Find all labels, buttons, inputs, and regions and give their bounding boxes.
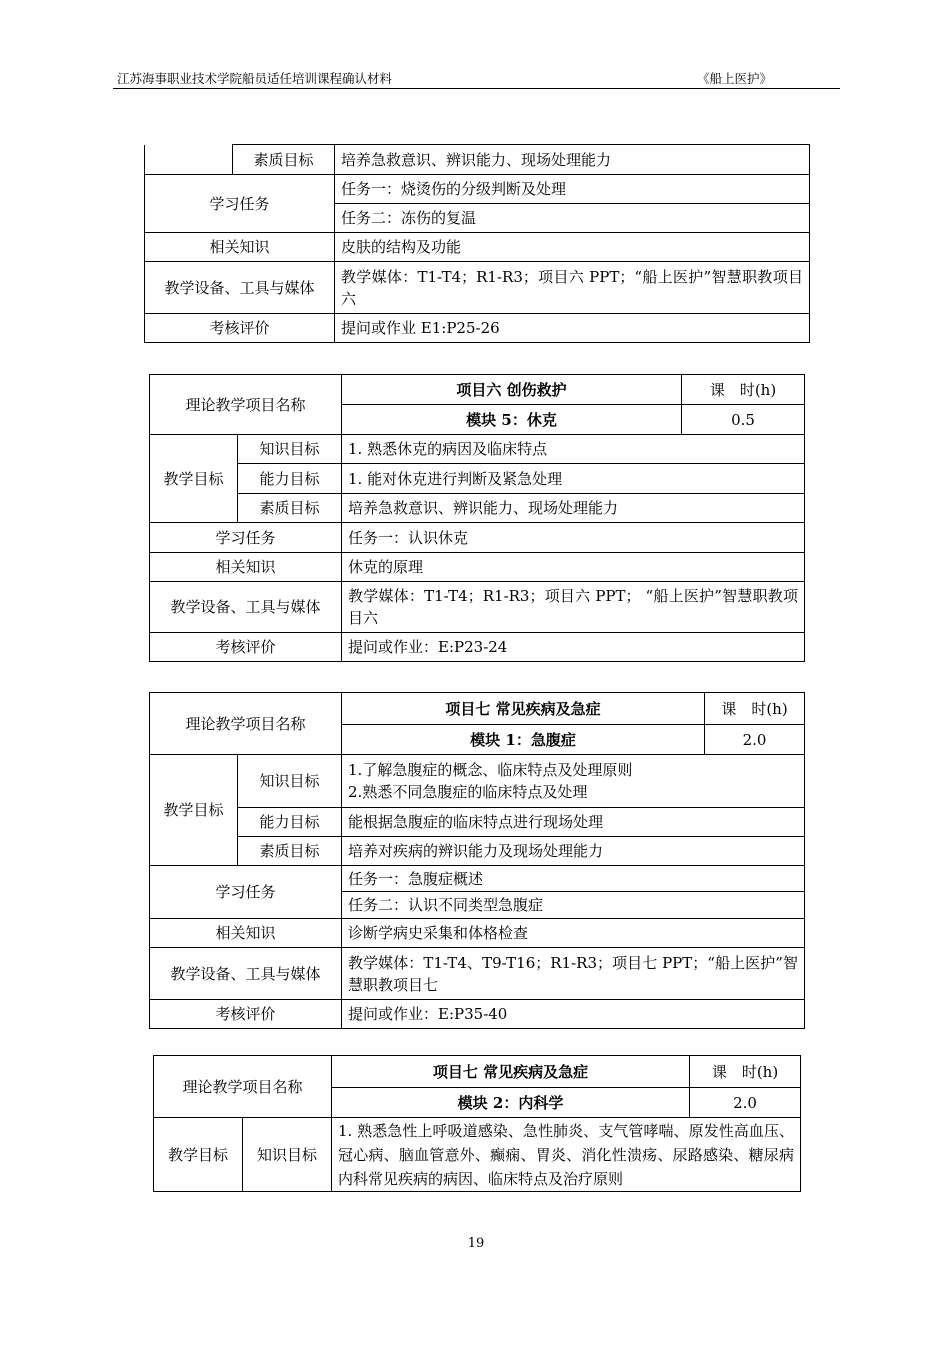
label-equipment: 教学设备、工具与媒体: [150, 582, 342, 633]
label-project-name: 理论教学项目名称: [150, 375, 342, 435]
knowledge-goal-line-1: 1.了解急腹症的概念、临床特点及处理原则: [348, 761, 633, 779]
knowledge-goal-value: 1. 熟悉休克的病因及临床特点: [342, 435, 805, 464]
equipment-value: 教学媒体：T1-T4；R1-R3；项目六 PPT；“船上医护”智慧职教项目六: [335, 262, 810, 314]
label-equipment: 教学设备、工具与媒体: [150, 948, 342, 1000]
label-ability-goal: 能力目标: [238, 808, 342, 837]
hours-value: 0.5: [682, 405, 805, 435]
cell-blank: [145, 145, 233, 175]
label-teaching-goal: 教学目标: [150, 755, 238, 866]
label-hours: 课 时(h): [682, 375, 805, 405]
label-teaching-goal: 教学目标: [150, 435, 238, 523]
page-header: [113, 66, 840, 89]
equipment-value: 教学媒体：T1-T4、T9-T16；R1-R3；项目七 PPT；“船上医护”智慧职教项目七: [342, 948, 805, 1000]
label-hours: 课 时(h): [690, 1056, 801, 1088]
label-hours: 课 时(h): [705, 693, 805, 725]
label-related-knowledge: 相关知识: [145, 233, 335, 262]
related-knowledge-value: 诊断学病史采集和体格检查: [342, 919, 805, 948]
hours-value: 2.0: [690, 1088, 801, 1118]
project-title: 项目七 常见疾病及急症: [332, 1056, 690, 1088]
module-title: 模块 1：急腹症: [342, 725, 705, 755]
knowledge-goal-line-2: 2.熟悉不同急腹症的临床特点及处理: [348, 783, 588, 801]
label-quality-goal: 素质目标: [238, 837, 342, 866]
table-project7-module1: [149, 692, 805, 1029]
related-knowledge-value: 皮肤的结构及功能: [335, 233, 810, 262]
label-assessment: 考核评价: [150, 1000, 342, 1029]
ability-goal-value: 能根据急腹症的临床特点进行现场处理: [342, 808, 805, 837]
label-related-knowledge: 相关知识: [150, 553, 342, 582]
label-equipment: 教学设备、工具与媒体: [145, 262, 335, 314]
task-2: 任务二：冻伤的复温: [335, 204, 810, 233]
knowledge-goal-value: 1. 熟悉急性上呼吸道感染、急性肺炎、支气管哮喘、原发性高血压、冠心病、脑血管意外、癫痫、胃炎、消化性溃疡、尿路感染、糖尿病内科常见疾病的病因、临床特点及治疗原则: [332, 1118, 801, 1192]
task-2: 任务二：认识不同类型急腹症: [342, 892, 805, 919]
module-title: 模块 2：内科学: [332, 1088, 690, 1118]
table-project6-module4-continued: [144, 144, 810, 343]
table-project7-module2: [153, 1055, 801, 1192]
label-learning-task: 学习任务: [145, 175, 335, 233]
label-assessment: 考核评价: [145, 314, 335, 343]
label-knowledge-goal: 知识目标: [238, 435, 342, 464]
label-learning-task: 学习任务: [150, 866, 342, 919]
module-title: 模块 5：休克: [342, 405, 682, 435]
project-title: 项目七 常见疾病及急症: [342, 693, 705, 725]
header-right-title: 《船上医护》: [696, 71, 772, 86]
label-knowledge-goal: 知识目标: [243, 1118, 332, 1192]
assessment-value: 提问或作业：E:P23-24: [342, 633, 805, 662]
hours-value: 2.0: [705, 725, 805, 755]
assessment-value: 提问或作业：E:P35-40: [342, 1000, 805, 1029]
table-project6-module5: [149, 374, 805, 662]
label-quality-goal: 素质目标: [238, 494, 342, 523]
label-teaching-goal: 教学目标: [154, 1118, 243, 1192]
label-project-name: 理论教学项目名称: [150, 693, 342, 755]
quality-goal-value: 培养急救意识、辨识能力、现场处理能力: [335, 145, 810, 175]
ability-goal-value: 1. 能对休克进行判断及紧急处理: [342, 464, 805, 494]
label-ability-goal: 能力目标: [238, 464, 342, 494]
label-learning-task: 学习任务: [150, 523, 342, 553]
page-number: 19: [467, 1236, 485, 1251]
task-1: 任务一：烧烫伤的分级判断及处理: [335, 175, 810, 204]
label-assessment: 考核评价: [150, 633, 342, 662]
header-left-title: 江苏海事职业技术学院船员适任培训课程确认材料: [117, 71, 393, 86]
label-quality-goal: 素质目标: [233, 145, 335, 175]
label-related-knowledge: 相关知识: [150, 919, 342, 948]
equipment-value: 教学媒体：T1-T4；R1-R3；项目六 PPT； “船上医护”智慧职教项目六: [342, 582, 805, 633]
quality-goal-value: 培养急救意识、辨识能力、现场处理能力: [342, 494, 805, 523]
assessment-value: 提问或作业 E1:P25-26: [335, 314, 810, 343]
project-title: 项目六 创伤救护: [342, 375, 682, 405]
quality-goal-value: 培养对疾病的辨识能力及现场处理能力: [342, 837, 805, 866]
task-1: 任务一：急腹症概述: [342, 866, 805, 892]
label-knowledge-goal: 知识目标: [238, 755, 342, 808]
knowledge-goal-value: [342, 755, 805, 808]
task-1: 任务一：认识休克: [342, 523, 805, 553]
related-knowledge-value: 休克的原理: [342, 553, 805, 582]
label-project-name: 理论教学项目名称: [154, 1056, 332, 1118]
